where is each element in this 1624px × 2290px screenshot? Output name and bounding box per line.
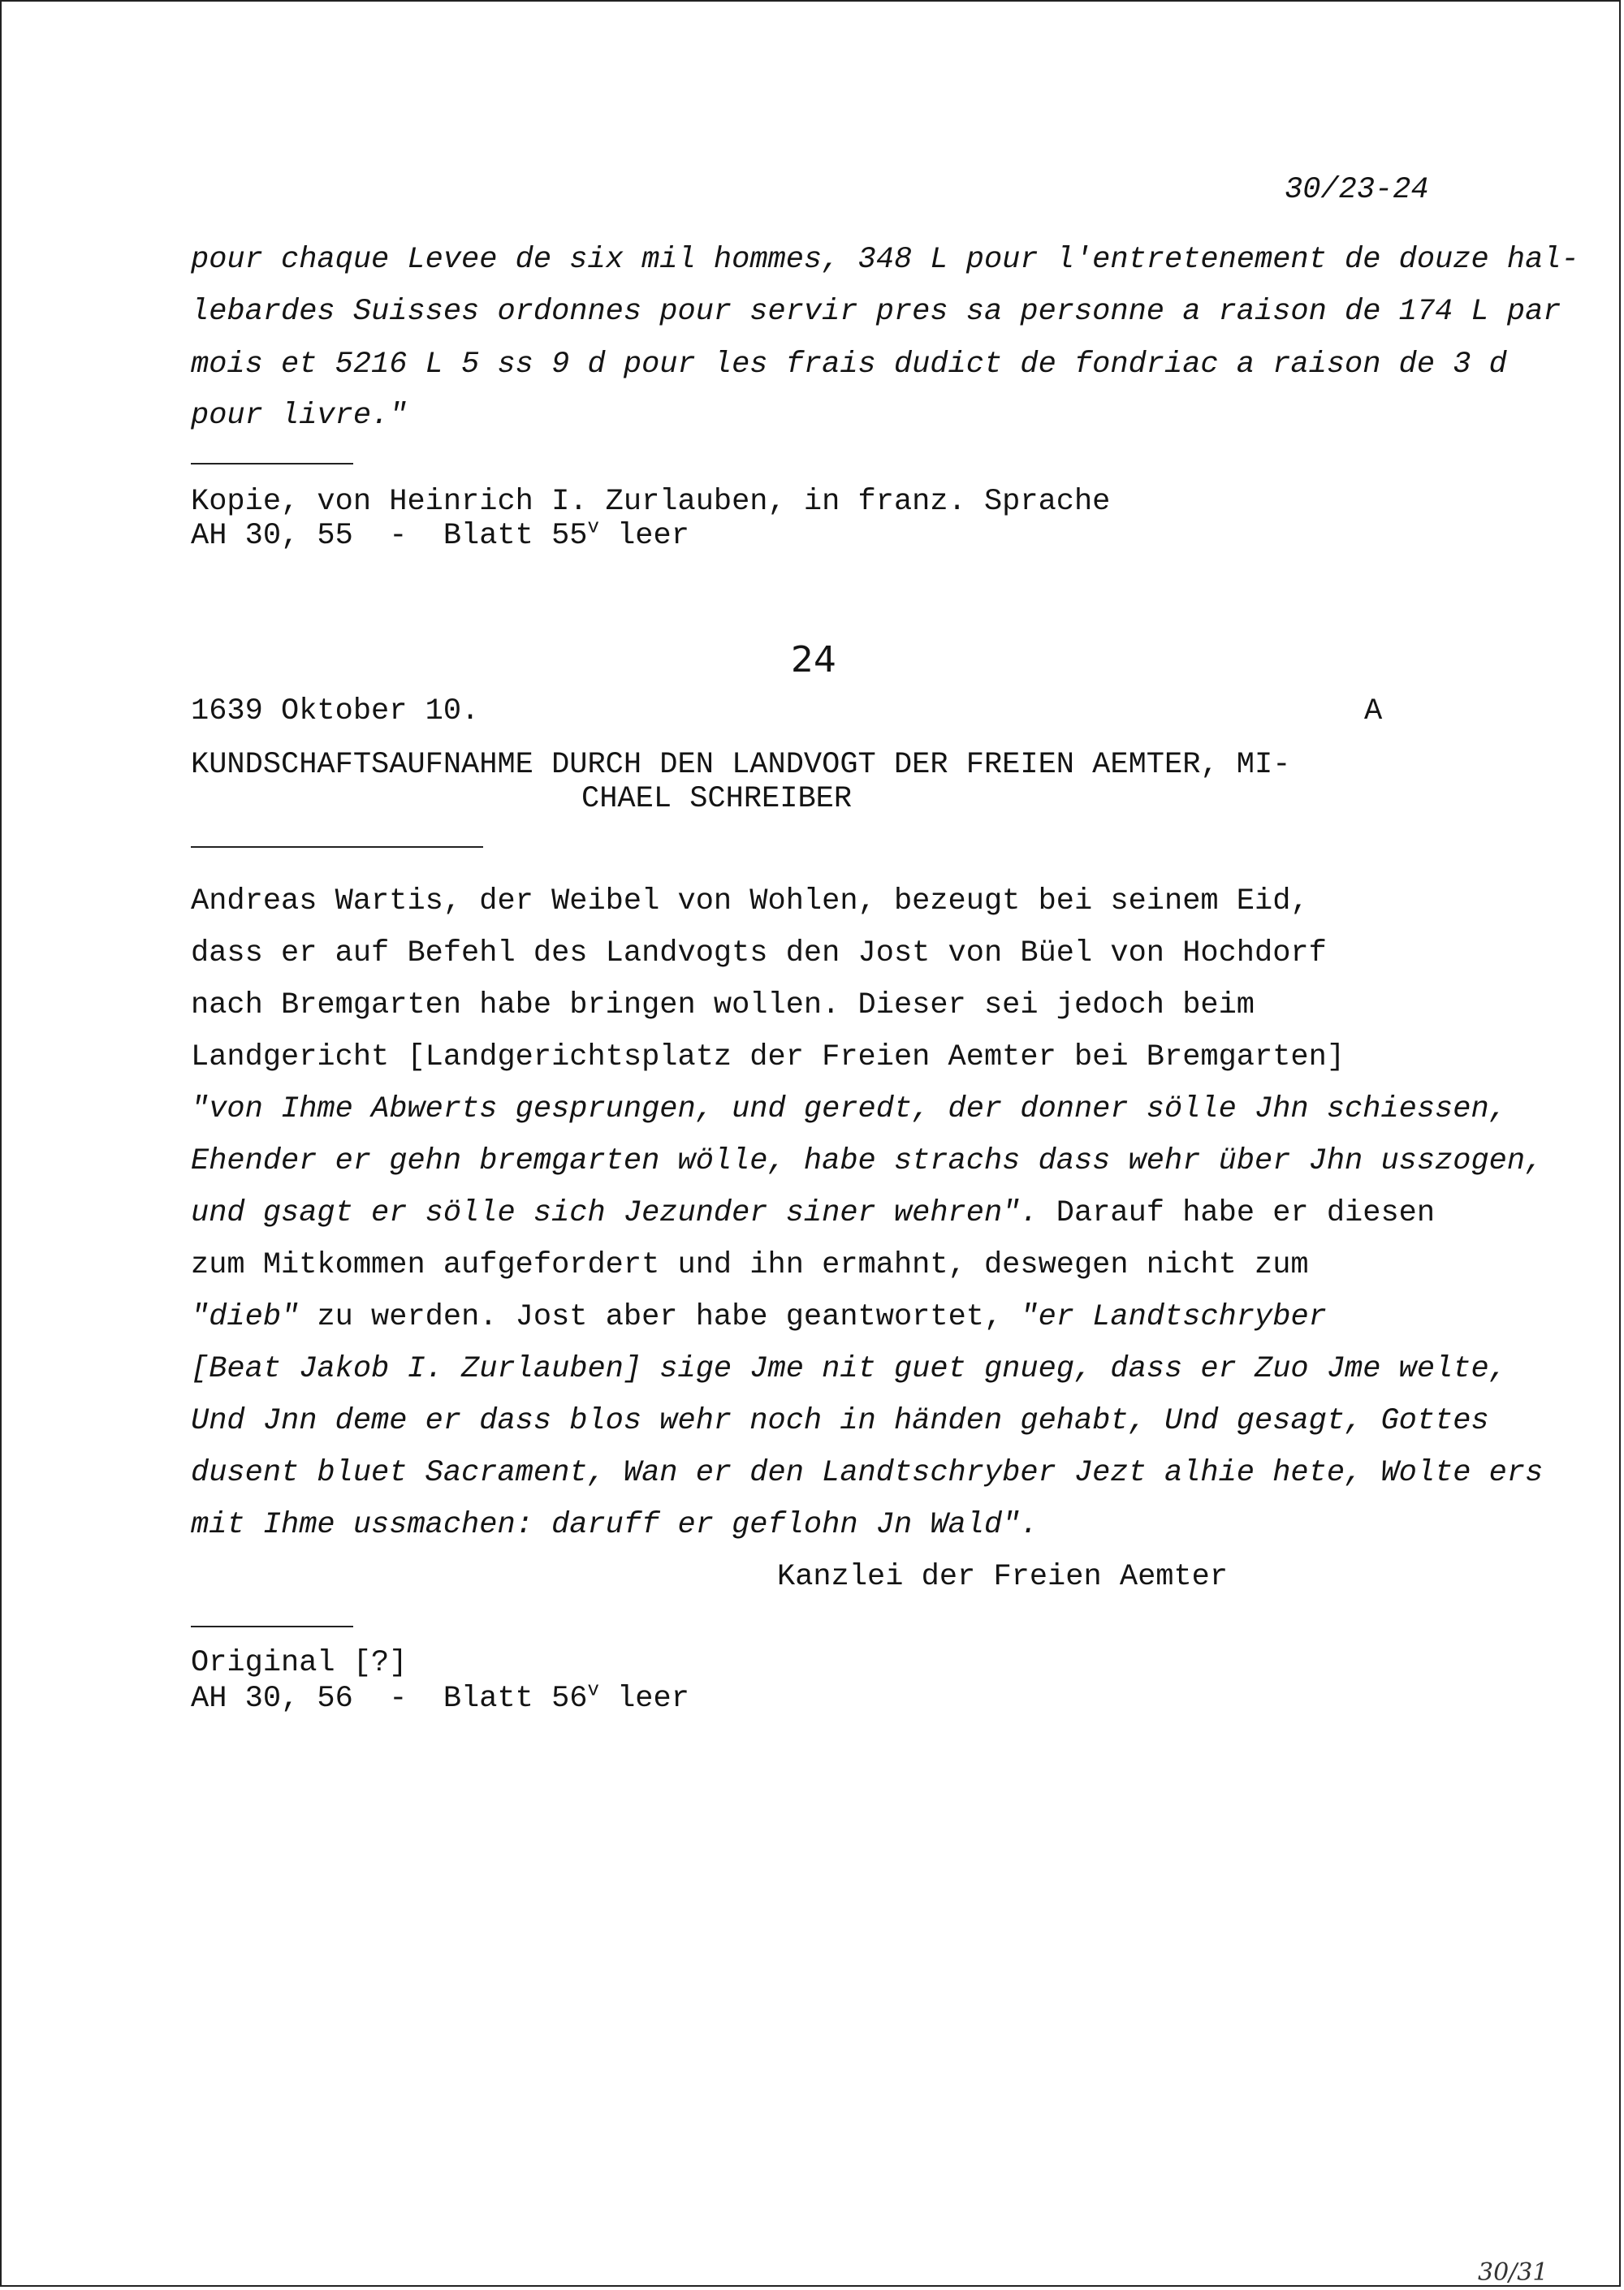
document-title: CHAEL SCHREIBER (581, 782, 853, 816)
body-line: Ehender er gehn bremgarten wölle, habe strachs dass wehr über Jhn usszogen, (191, 1144, 1544, 1178)
prev-source-note: Kopie, von Heinrich I. Zurlauben, in franz. Sprache (191, 485, 1111, 519)
body-line: [Beat Jakob I. Zurlauben] sige Jme nit guet gnueg, dass er Zuo Jme welte, (191, 1352, 1507, 1386)
body-line: nach Bremgarten habe bringen wollen. Dieser sei jedoch beim (191, 988, 1255, 1022)
body-line: "von Ihme Abwerts gesprungen, und geredt, der donner sölle Jhn schiessen, (191, 1092, 1507, 1126)
separator-rule (191, 463, 353, 464)
body-line: mit Ihme ussmachen: daruff er geflohn Jn Wald". (191, 1508, 1039, 1542)
document-number: 24 (791, 639, 836, 681)
body-line: dass er auf Befehl des Landvogts den Jost von Büel von Hochdorf (191, 936, 1327, 970)
body-line: Landgericht [Landgerichtsplatz der Freien Aemter bei Bremgarten] (191, 1040, 1345, 1074)
body-line: Andreas Wartis, der Weibel von Wohlen, bezeugt bei seinem Eid, (191, 884, 1309, 918)
prev-doc-line: pour chaque Levee de six mil hommes, 348 L pour l'entretenement de douze hal- (191, 243, 1579, 277)
prev-doc-line: mois et 5216 L 5 ss 9 d pour les frais dudict de fondriac a raison de 3 d (191, 348, 1507, 382)
prev-doc-line: lebardes Suisses ordonnes pour servir pres sa personne a raison de 174 L par (191, 295, 1561, 329)
separator-rule (191, 846, 483, 848)
prev-doc-line: pour livre." (191, 399, 408, 433)
body-line: "dieb" zu werden. Jost aber habe geantwortet, "er Landtschryber (191, 1300, 1327, 1334)
handwritten-folio-mark: 30/31 (1478, 2258, 1548, 2287)
page-reference: 30/23-24 (1285, 173, 1429, 207)
document-title: KUNDSCHAFTSAUFNAHME DURCH DEN LANDVOGT DER FREIEN AEMTER, MI- (191, 748, 1291, 782)
body-line: und gsagt er sölle sich Jezunder siner wehren". Darauf habe er diesen (191, 1196, 1436, 1230)
body-line: zum Mitkommen aufgefordert und ihn ermahnt, deswegen nicht zum (191, 1248, 1309, 1282)
archive-reference: AH 30, 56 - Blatt 56$^v$ leer (191, 1679, 689, 1716)
prev-archive-reference: AH 30, 55 - Blatt 55$^v$ leer (191, 516, 689, 553)
body-line: dusent bluet Sacrament, Wan er den Landtschryber Jezt alhie hete, Wolte ers (191, 1456, 1544, 1490)
separator-rule (191, 1626, 353, 1627)
source-note: Original [?] (191, 1646, 408, 1680)
document-mark: A (1364, 694, 1383, 728)
body-line: Und Jnn deme er dass blos wehr noch in händen gehabt, Und gesagt, Gottes (191, 1404, 1489, 1438)
signature-line: Kanzlei der Freien Aemter (777, 1560, 1229, 1594)
document-date: 1639 Oktober 10. (191, 694, 480, 728)
